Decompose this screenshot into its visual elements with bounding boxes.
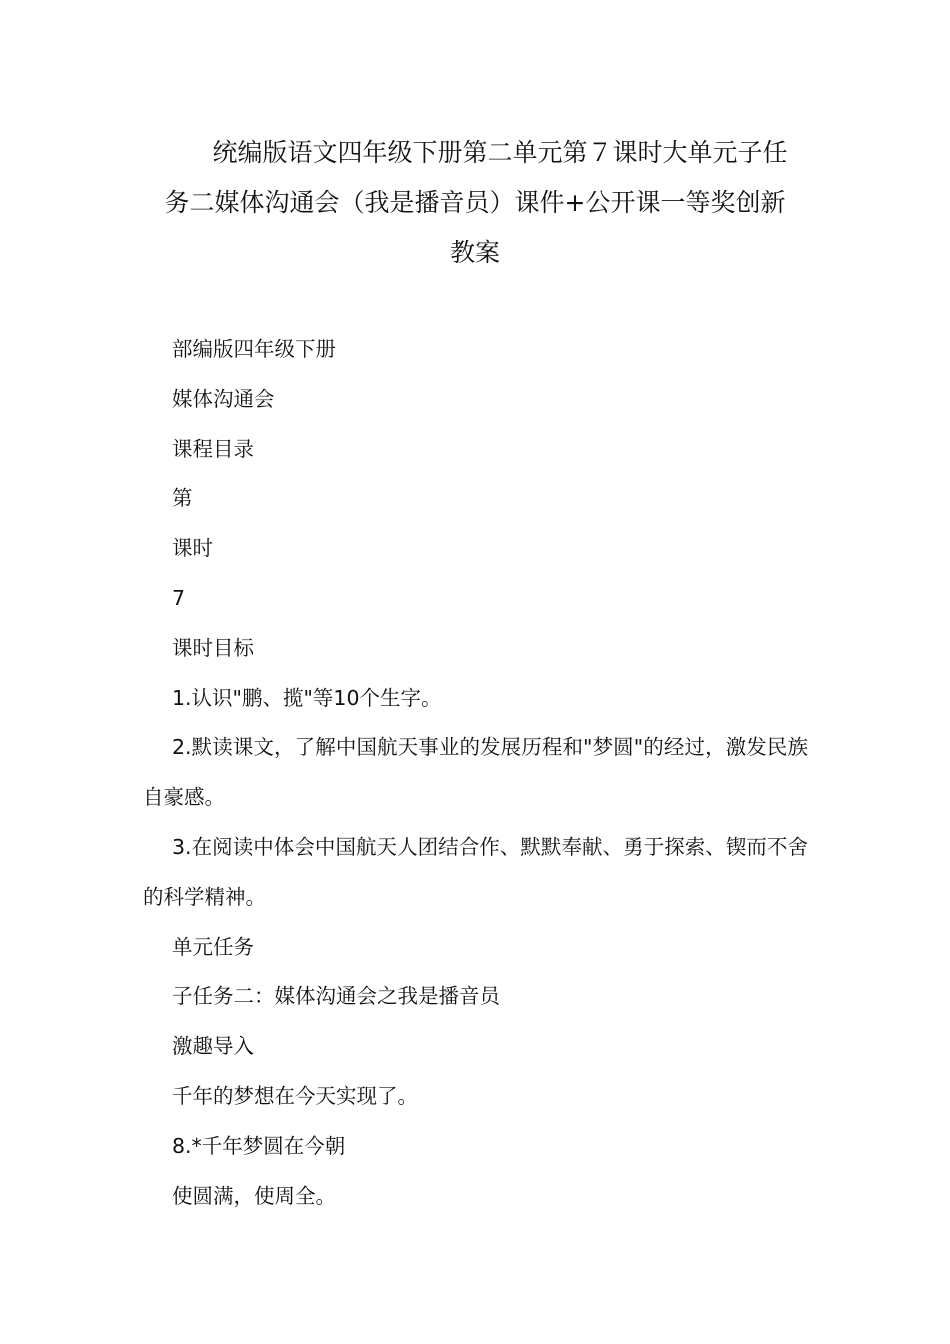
paragraph: 课时 bbox=[172, 536, 213, 561]
paragraph: 第 bbox=[172, 486, 193, 511]
paragraph: 使圆满，使周全。 bbox=[172, 1183, 336, 1208]
document-body bbox=[143, 325, 808, 1221]
paragraph: 子任务二：媒体沟通会之我是播音员 bbox=[172, 984, 500, 1009]
document-title bbox=[140, 128, 810, 278]
paragraph: 千年的梦想在今天实现了。 bbox=[172, 1083, 418, 1108]
paragraph: 课程目录 bbox=[172, 436, 254, 461]
paragraph: 7 bbox=[172, 585, 186, 610]
paragraph: 激趣导入 bbox=[172, 1034, 254, 1059]
title-line: 统编版语文四年级下册第二单元第７课时大单元子任 bbox=[162, 138, 788, 167]
title-line: 教案 bbox=[449, 238, 500, 267]
paragraph: 3.在阅读中体会中国航天人团结合作、默默奉献、勇于探索、锲而不舍的科学精神。 bbox=[143, 834, 808, 909]
paragraph: 1.认识"鹏、揽"等10个生字。 bbox=[172, 685, 442, 710]
paragraph: 单元任务 bbox=[172, 934, 254, 959]
paragraph: 课时目标 bbox=[172, 635, 254, 660]
paragraph: 2.默读课文，了解中国航天事业的发展历程和"梦圆"的经过，激发民族自豪感。 bbox=[143, 735, 808, 810]
title-line: 务二媒体沟通会（我是播音员）课件+公开课一等奖创新 bbox=[164, 188, 786, 217]
paragraph: 8.*千年梦圆在今朝 bbox=[172, 1133, 346, 1158]
paragraph: 部编版四年级下册 bbox=[172, 337, 336, 361]
paragraph: 媒体沟通会 bbox=[172, 386, 275, 411]
